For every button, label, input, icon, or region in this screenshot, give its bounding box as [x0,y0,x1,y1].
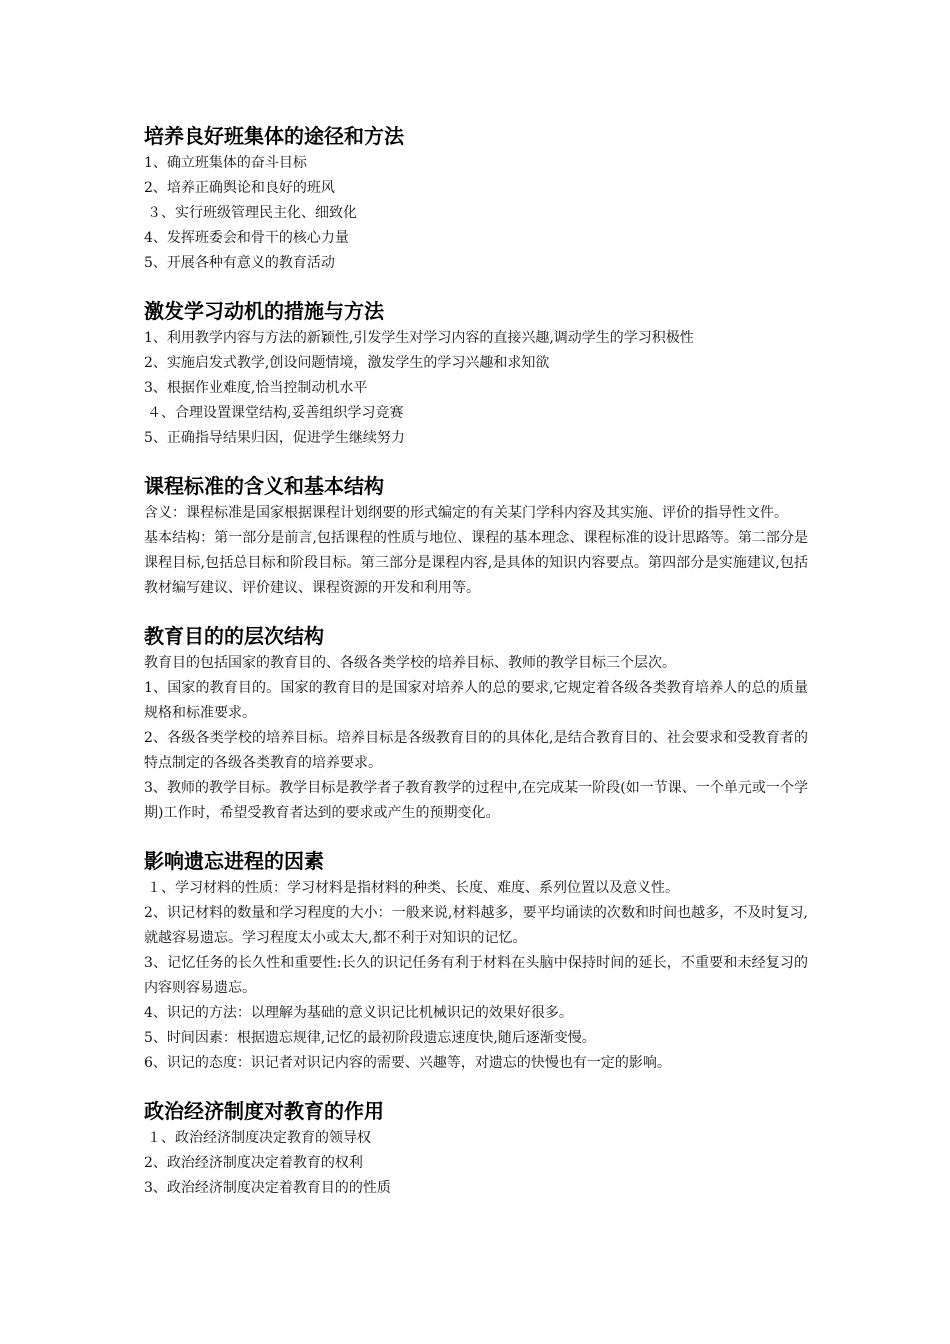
section-heading: 培养良好班集体的途径和方法 [144,124,404,148]
list-item: 1、确立班集体的奋斗目标 [144,155,307,171]
section-forgetting-factors [144,847,808,1076]
list-item: 3、根据作业难度,恰当控制动机水平 [144,380,368,396]
section-education-goals [144,622,808,826]
paragraph: 5、时间因素：根据遗忘规律,记忆的最初阶段遗忘速度快,随后逐渐变慢。 [144,1030,596,1046]
paragraph: 教育目的包括国家的教育目的、各级各类学校的培养目标、教师的教学目标三个层次。 [144,655,676,671]
paragraph: 基本结构：第一部分是前言,包括课程的性质与地位、课程的基本理念、课程标准的设计思路等。第二部分是课程目标,包括总目标和阶段目标。第三部分是课程内容,是具体的知识内容要点。第四部分是实施建议,包括教材编写建议、评价建议、课程资源的开发和利用等。 [144,530,808,596]
list-item: 4、发挥班委会和骨干的核心力量 [144,230,349,246]
list-item: ３、实行班级管理民主化、细致化 [147,205,357,221]
section-learning-motivation [144,297,808,451]
list-item: ４、合理设置课堂结构,妥善组织学习竞赛 [147,405,404,421]
section-heading: 课程标准的含义和基本结构 [144,474,384,498]
list-item: 3、政治经济制度决定着教育目的的性质 [144,1180,391,1196]
paragraph: 1、国家的教育目的。国家的教育目的是国家对培养人的总的要求,它规定着各级各类教育培养人的总的质量规格和标准要求。 [144,680,808,721]
paragraph: 6、识记的态度：识记者对识记内容的需要、兴趣等，对遗忘的快慢也有一定的影响。 [144,1055,671,1071]
section-heading: 政治经济制度对教育的作用 [144,1099,384,1123]
document-page [144,122,808,1222]
section-curriculum-standard [144,472,808,601]
paragraph: １、学习材料的性质：学习材料是指材料的种类、长度、难度、系列位置以及意义性。 [147,880,679,896]
list-item: 2、实施启发式教学,创设问题情境，激发学生的学习兴趣和求知欲 [144,355,550,371]
section-heading: 影响遗忘进程的因素 [144,849,324,873]
list-item: 5、开展各种有意义的教育活动 [144,255,335,271]
paragraph: 3、记忆任务的长久性和重要性:长久的识记任务有利于材料在头脑中保持时间的延长，不重要和未经复习的内容则容易遗忘。 [144,955,808,996]
list-item: 2、培养正确舆论和良好的班风 [144,180,335,196]
paragraph: 2、各级各类学校的培养目标。培养目标是各级教育目的的具体化,是结合教育目的、社会要求和受教育者的特点制定的各级各类教育的培养要求。 [144,730,808,771]
section-political-economic [144,1097,808,1201]
paragraph: 2、识记材料的数量和学习程度的大小：一般来说,材料越多，要平均诵读的次数和时间也越多，不及时复习,就越容易遗忘。学习程度太小或太大,都不利于对知识的记忆。 [144,905,808,946]
paragraph: 含义：课程标准是国家根据课程计划纲要的形式编定的有关某门学科内容及其实施、评价的指导性文件。 [144,505,788,521]
paragraph: 3、教师的教学目标。教学目标是教学者子教育教学的过程中,在完成某一阶段(如一节课、一个单元或一个学期)工作时，希望受教育者达到的要求或产生的预期变化。 [144,780,808,821]
section-class-collective [144,122,808,276]
section-heading: 教育目的的层次结构 [144,624,324,648]
list-item: １、政治经济制度决定教育的领导权 [147,1130,371,1146]
section-heading: 激发学习动机的措施与方法 [144,299,384,323]
list-item: 1、利用教学内容与方法的新颖性,引发学生对学习内容的直接兴趣,调动学生的学习积极性 [144,330,694,346]
list-item: 2、政治经济制度决定着教育的权利 [144,1155,363,1171]
paragraph: 4、识记的方法：以理解为基础的意义识记比机械识记的效果好很多。 [144,1005,573,1021]
list-item: 5、正确指导结果归因，促进学生继续努力 [144,430,405,446]
